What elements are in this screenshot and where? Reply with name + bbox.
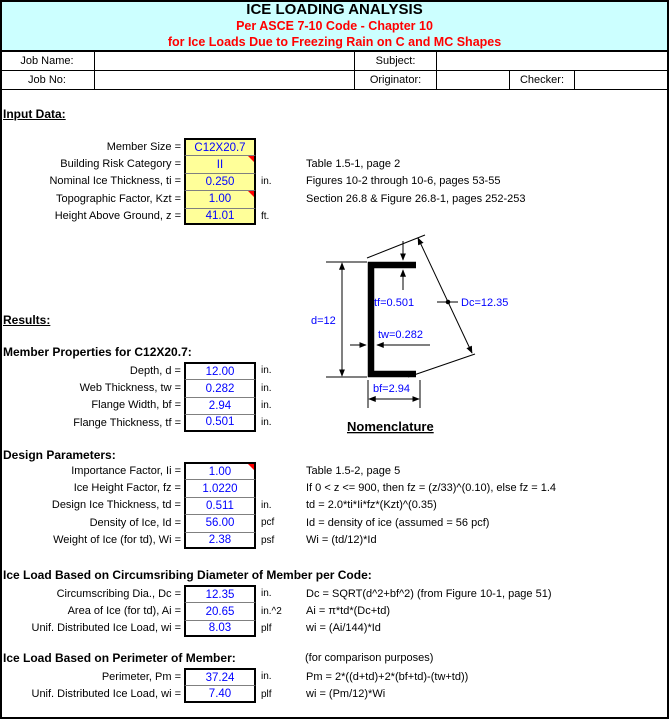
- table-row: [0, 479, 669, 496]
- formula-note: Table 1.5-2, page 5: [306, 464, 401, 477]
- perimeter-heading: Ice Load Based on Perimeter of Member:: [3, 651, 236, 665]
- table-row: [0, 668, 669, 685]
- field-label: Height Above Ground, z =: [54, 210, 181, 223]
- reference-note: Table 1.5-1, page 2: [306, 158, 401, 171]
- field-label: Flange Thickness, tf =: [73, 416, 181, 429]
- design-parameters-rows: [0, 462, 669, 549]
- tf-dimension-label: tf=0.501: [374, 297, 415, 309]
- reference-note: [306, 208, 669, 225]
- cell-value: 1.0220: [202, 482, 238, 495]
- comment-indicator: [248, 464, 254, 470]
- unit-label: in.: [261, 671, 272, 683]
- unit-label: [256, 190, 306, 207]
- ice-thickness-cell[interactable]: [184, 173, 256, 190]
- ice-height-factor-cell: [184, 479, 256, 496]
- cell-value: 0.511: [206, 499, 234, 512]
- cell-value: 0.501: [205, 416, 235, 429]
- perimeter-rows: [0, 668, 669, 703]
- unit-label: plf: [261, 622, 272, 634]
- field-label: Flange Width, bf =: [91, 399, 181, 412]
- field-label: Area of Ice (for td), Ai =: [67, 605, 181, 618]
- dc-leader-dot: [446, 300, 451, 305]
- nomenclature-caption: Nomenclature: [347, 419, 434, 434]
- table-row: [0, 585, 669, 602]
- page-title: ICE LOADING ANALYSIS: [246, 0, 423, 18]
- channel-diagram: [300, 228, 520, 440]
- flange-width-cell: [184, 397, 256, 414]
- field-label: Density of Ice, Id =: [89, 516, 181, 529]
- formula-note: td = 2.0*ti*Ii*fz*(Kzt)^(0.35): [306, 499, 437, 512]
- reference-note: Figures 10-2 through 10-6, pages 53-55: [306, 175, 501, 188]
- d-dimension-label: d=12: [311, 315, 336, 327]
- table-row: [0, 190, 669, 207]
- title-block: [0, 0, 669, 52]
- dc-extension-bottom: [408, 354, 475, 377]
- perimeter-heading-note: (for comparison purposes): [305, 652, 434, 664]
- originator-field[interactable]: [437, 71, 510, 90]
- circumscribing-dia-cell: [184, 585, 256, 602]
- unit-label: in.: [261, 499, 272, 511]
- input-data-heading: Input Data:: [3, 107, 66, 121]
- topographic-factor-cell[interactable]: [184, 190, 256, 207]
- field-label: Nominal Ice Thickness, ti =: [49, 175, 181, 188]
- circumscribing-heading: Ice Load Based on Circumsribing Diameter of Member per Code:: [3, 568, 372, 582]
- risk-category-cell[interactable]: [184, 155, 256, 172]
- field-label: Perimeter, Pm =: [101, 670, 181, 683]
- cell-value: 0.282: [205, 382, 235, 395]
- ice-weight-cell: [184, 532, 256, 549]
- table-row: [0, 497, 669, 514]
- input-data-rows: [0, 138, 669, 225]
- unit-label: [256, 138, 306, 155]
- cell-value: 56.00: [205, 517, 235, 530]
- unit-label: in.^2: [261, 605, 282, 617]
- formula-note: Dc = SQRT(d^2+bf^2) (from Figure 10-1, page 51): [306, 587, 552, 600]
- job-info-row-2: [0, 71, 669, 90]
- field-label: Building Risk Category =: [60, 158, 181, 171]
- field-label: Depth, d =: [129, 364, 181, 377]
- cell-value: 41.01: [205, 209, 235, 222]
- subject-label: Subject:: [355, 52, 437, 71]
- formula-note: Id = density of ice (assumed = 56 pcf): [306, 516, 490, 529]
- cell-value: 1.00: [208, 465, 232, 478]
- table-row: [0, 602, 669, 619]
- originator-label: Originator:: [355, 71, 437, 90]
- dc-dimension-label: Dc=12.35: [461, 297, 509, 309]
- reference-note: [306, 138, 669, 155]
- unit-label: in.: [261, 399, 272, 411]
- table-row: [0, 173, 669, 190]
- unit-label: pcf: [261, 517, 275, 529]
- field-label: Design Ice Thickness, td =: [51, 499, 181, 512]
- table-row: [0, 620, 669, 637]
- circumscribing-rows: [0, 585, 669, 637]
- field-label: Weight of Ice (for td), Wi =: [53, 534, 181, 547]
- dc-extension-top: [367, 235, 425, 258]
- channel-shape: [371, 265, 416, 374]
- member-size-cell[interactable]: [184, 138, 256, 155]
- field-label: Importance Factor, Ii =: [71, 464, 181, 477]
- web-thickness-cell: [184, 379, 256, 396]
- field-label: Ice Height Factor, fz =: [73, 482, 181, 495]
- unit-label: plf: [261, 688, 272, 700]
- cell-value: 1.00: [208, 193, 232, 206]
- formula-note: Wi = (td/12)*Id: [306, 534, 377, 547]
- table-row: [0, 532, 669, 549]
- table-row: [0, 685, 669, 702]
- job-no-label: Job No:: [0, 71, 95, 90]
- unit-label: in.: [261, 588, 272, 600]
- table-row: [0, 514, 669, 531]
- page-subtitle-2: for Ice Loads Due to Freezing Rain on C and MC Shapes: [167, 34, 502, 49]
- formula-note: wi = (Pm/12)*Wi: [306, 688, 386, 701]
- cell-value: C12X20.7: [194, 141, 246, 154]
- job-name-field[interactable]: [95, 52, 355, 71]
- field-label: Topographic Factor, Kzt =: [55, 192, 181, 205]
- comment-indicator: [248, 191, 254, 197]
- cell-value: 12.35: [205, 588, 235, 601]
- ice-area-cell: [184, 602, 256, 619]
- results-heading: Results:: [3, 313, 51, 327]
- formula-note: Pm = 2*((d+td)+2*(bf+td)-(tw+td)): [306, 670, 469, 683]
- table-row: [0, 138, 669, 155]
- unit-label: psf: [261, 534, 275, 546]
- checker-label: Checker:: [510, 71, 575, 90]
- unit-label: ft.: [261, 210, 270, 222]
- job-name-label: Job Name:: [0, 52, 95, 71]
- field-label: Unif. Distributed Ice Load, wi =: [31, 688, 181, 701]
- field-label: Circumscribing Dia., Dc =: [56, 587, 181, 600]
- page-subtitle-1: Per ASCE 7-10 Code - Chapter 10: [236, 18, 433, 33]
- tw-dimension-label: tw=0.282: [378, 329, 423, 341]
- field-label: Member Size =: [106, 140, 181, 153]
- design-parameters-heading: Design Parameters:: [3, 448, 116, 462]
- field-label: Unif. Distributed Ice Load, wi =: [31, 622, 181, 635]
- field-label: Web Thickness, tw =: [79, 382, 181, 395]
- cell-value: 2.94: [208, 399, 232, 412]
- unit-label: in.: [261, 365, 272, 377]
- table-row: [0, 155, 669, 172]
- subject-field[interactable]: [437, 52, 669, 71]
- dc-dimension-line: [418, 238, 472, 353]
- distributed-load-perimeter-cell: [184, 685, 256, 702]
- cell-value: 0.250: [205, 175, 235, 188]
- distributed-load-circ-cell: [184, 620, 256, 637]
- checker-field[interactable]: [575, 71, 669, 90]
- importance-factor-cell: [184, 462, 256, 479]
- cell-value: 37.24: [205, 671, 235, 684]
- unit-label: [256, 462, 306, 479]
- comment-indicator: [248, 156, 254, 162]
- unit-label: [256, 155, 306, 172]
- cell-value: 2.38: [208, 533, 232, 546]
- table-row: [0, 462, 669, 479]
- table-row: [0, 208, 669, 225]
- job-no-field[interactable]: [95, 71, 355, 90]
- cell-value: II: [216, 158, 224, 171]
- design-ice-thickness-cell: [184, 497, 256, 514]
- formula-note: wi = (Ai/144)*Id: [306, 622, 381, 635]
- unit-label: in.: [261, 417, 272, 429]
- cell-value: 12.00: [205, 365, 235, 378]
- member-properties-heading: Member Properties for C12X20.7:: [3, 345, 192, 359]
- unit-label: [256, 479, 306, 496]
- reference-note: Section 26.8 & Figure 26.8-1, pages 252-253: [306, 192, 526, 205]
- unit-label: in.: [261, 382, 272, 394]
- formula-note: Ai = π*td*(Dc+td): [306, 605, 391, 618]
- ice-density-cell: [184, 514, 256, 531]
- job-info-row-1: [0, 52, 669, 71]
- depth-cell: [184, 362, 256, 379]
- flange-thickness-cell: [184, 414, 256, 431]
- cell-value: 7.40: [208, 687, 232, 700]
- formula-note: If 0 < z <= 900, then fz = (z/33)^(0.10), else fz = 1.4: [306, 482, 557, 495]
- cell-value: 8.03: [208, 621, 232, 634]
- unit-label: in.: [261, 175, 272, 187]
- perimeter-cell: [184, 668, 256, 685]
- bf-dimension-label: bf=2.94: [373, 383, 411, 395]
- height-above-ground-cell[interactable]: [184, 208, 256, 225]
- cell-value: 20.65: [205, 605, 235, 618]
